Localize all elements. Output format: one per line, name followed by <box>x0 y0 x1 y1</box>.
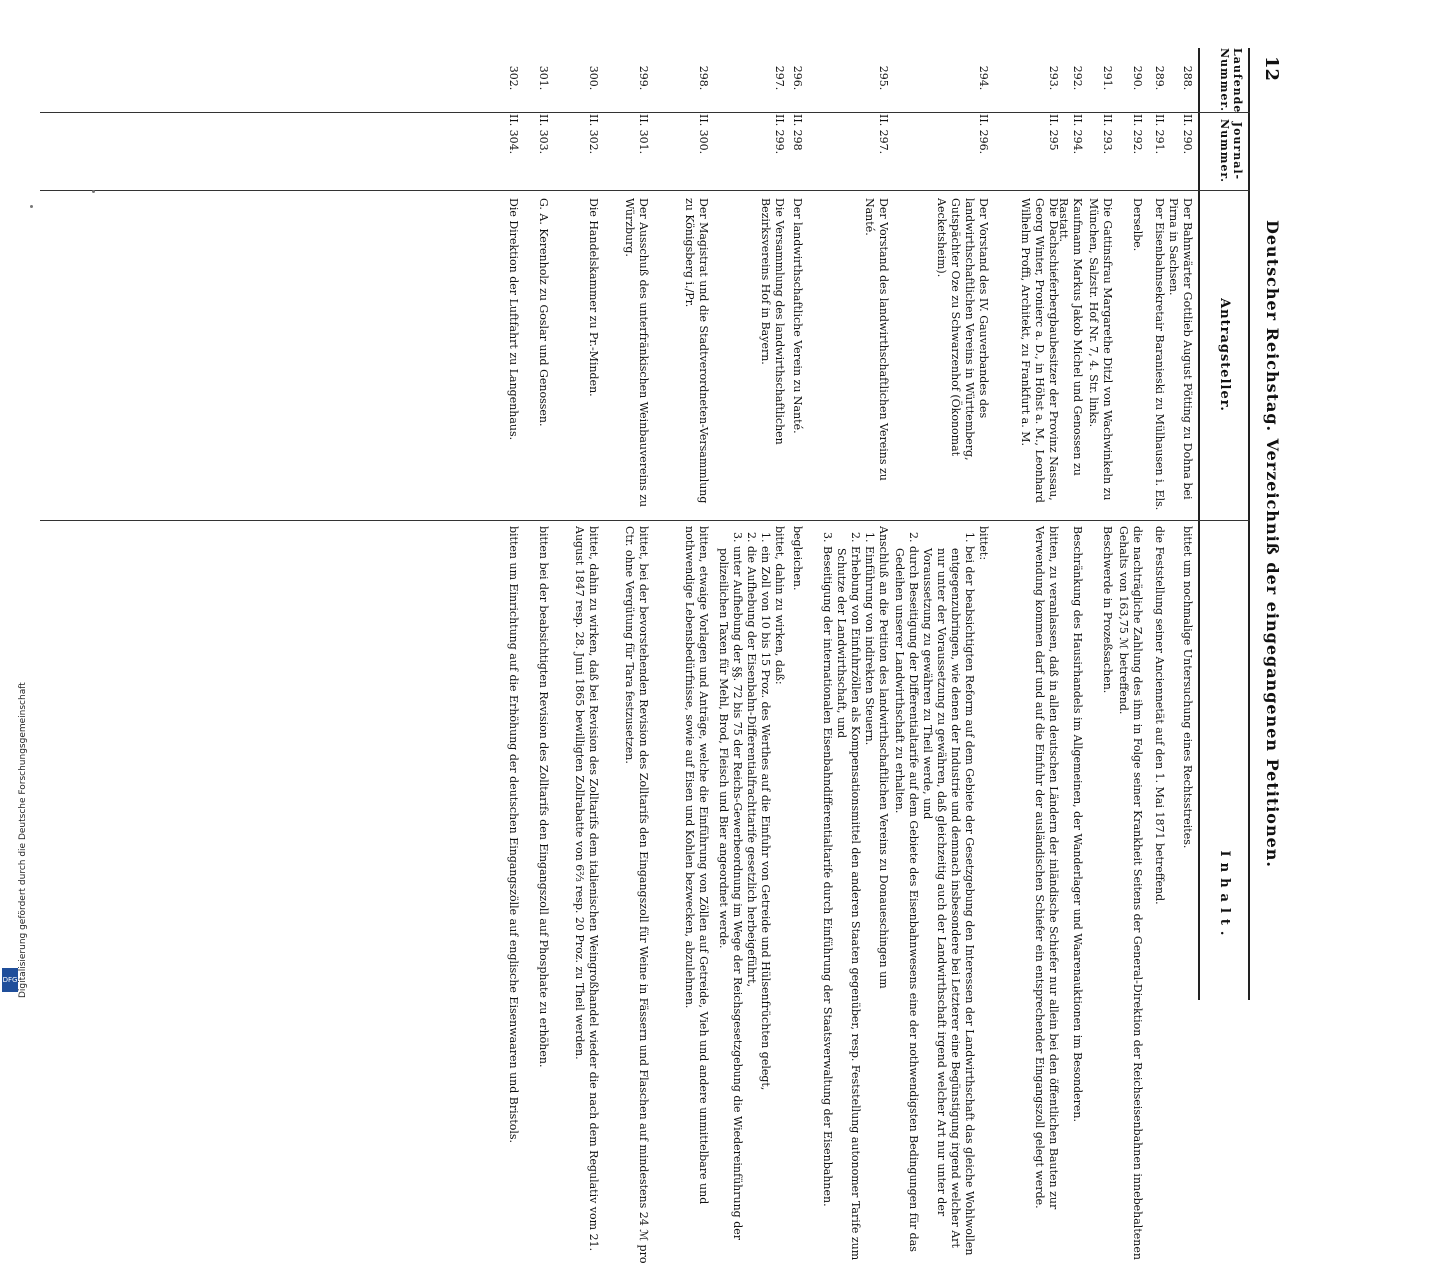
inhalt-line: 1. bei der beabsichtigten Reform auf dem Gebiete der Gesetzgebung den Interessen der Landwirthschaft das gleiche Wohlwollen entgegenzubringen, wie denen der Industrie und demnach insbesondere bei Letzterer eine Begünstigung irgend welcher Art nur unter der Voraussetzung zu gewähren, daß gleichzeitig auch der Landwirthschaft irgend welcher Art nur unter der Voraussetzung zu gewähren zu Theil werde, und <box>921 532 976 1256</box>
journal-nummer: II. 298 <box>791 114 804 151</box>
antragsteller: Die Gattinsfrau Margarethe Ditzl von Wachwinkeln zu München, Salzstr. Hof Nr. 7, 4. Str. links. <box>1087 198 1114 501</box>
inhalt-line: bittet, bei der bevorstehenden Revision des Zolltarifs den Eingangszoll für Weine in Fässern und Flaschen auf mindestens 24 ℳ pro Ctr. ohne Vergütung für Tara festzusetzen. <box>623 526 650 1264</box>
inhalt-line: 1. Einführung von indirekten Steuern. <box>863 532 876 746</box>
antragsteller: Die Handelskammer zu Pr.-Minden. <box>587 198 600 397</box>
journal-nummer: II. 292. <box>1131 114 1144 155</box>
journal-nummer: II. 296. <box>977 114 990 155</box>
inhalt-line: bittet, dahin zu wirken, daß bei Revision des Zolltarifs dem italienischen Weingroßhandel wieder die nach dem Regulativ vom 21. August 1847 resp. 28. Juni 1865 bewilligten Zollrabatte von 6⅔ resp. 20 Proz. zu Theil werden. <box>573 526 600 1252</box>
laufende-nummer: 295. <box>877 65 890 91</box>
antragsteller: Die Direktion der Luftfahrt zu Langenhaus. <box>507 198 520 441</box>
journal-nummer: II. 290. <box>1181 114 1194 155</box>
laufende-nummer: 292. <box>1071 65 1084 91</box>
laufende-nummer: 299. <box>637 65 650 91</box>
antragsteller: Der Vorstand des landwirthschaftlichen Vereins zu Nanté. <box>863 198 890 481</box>
inhalt <box>1180 526 1194 1266</box>
antragsteller: Der Bahnwärter Gottlieb August Pötting zu Dohna bei Pirna in Sachsen. <box>1167 198 1194 500</box>
inhalt <box>1100 526 1114 1266</box>
inhalt <box>716 526 786 1266</box>
inhalt-line: bittet um nochmalige Untersuchung eines Rechtsstreites. <box>1181 526 1194 849</box>
scan-speck <box>92 190 95 193</box>
column-header-journal: Journal-Nummer. <box>1218 119 1244 183</box>
inhalt <box>892 526 990 1266</box>
journal-nummer: II. 294. <box>1071 114 1084 155</box>
inhalt <box>536 526 550 1266</box>
laufende-nummer: 291. <box>1101 65 1114 91</box>
column-divider <box>40 112 1250 113</box>
inhalt-line: Beschränkung des Hausirhandels im Allgemeinen, der Wanderlager und Waarenauktionen im Besonderen. <box>1071 526 1084 1123</box>
inhalt <box>506 526 520 1266</box>
inhalt <box>572 526 600 1266</box>
laufende-nummer: 297. <box>773 65 786 91</box>
inhalt-line: bitten bei der beabsichtigten Revision des Zolltarifs den Eingangszoll auf Phosphate zu erhöhen. <box>537 526 550 1068</box>
laufende-nummer: 298. <box>697 65 710 91</box>
antragsteller: G. A. Kerenholz zu Goslar und Genossen. <box>537 198 550 427</box>
inhalt-line: 1. ein Zoll von 10 bis 15 Proz. des Werthes auf die Einfuhr von Getreide und Hülsenfrüchten gelegt, <box>759 532 772 1091</box>
antragsteller: Die Dachschieferbergbaubesitzer der Provinz Nassau, Georg Winter, Pronierc a. D., in Höhst a. M., Leonhard Wilhelm Proffi, Architekt, zu Frankfurt a. M. <box>1019 198 1060 503</box>
column-divider <box>40 520 1250 521</box>
journal-nummer: II. 303. <box>537 114 550 155</box>
inhalt <box>1032 526 1060 1266</box>
inhalt-line: begleichen. <box>791 526 804 591</box>
column-header-antragsteller: Antragsteller. <box>1217 298 1232 412</box>
page-title: Deutscher Reichstag. Verzeichniß der eingegangenen Petitionen. <box>1263 220 1282 868</box>
laufende-nummer: 301. <box>537 65 550 91</box>
journal-nummer: II. 301. <box>637 114 650 155</box>
inhalt-line: 3. unter Aufhebung der §§. 72 bis 75 der Reichs-Gewerbeordnung im Wege der Reichsgesetzgebung die Wiedereinführung der polizeilichen Taxen für Mehl, Brod, Fleisch und Bier angeordnet werde. <box>717 532 744 1241</box>
inhalt-line: Anschluß an die Petition des landwirthschaftlichen Vereins zu Donaueschingen um <box>877 526 890 989</box>
digitization-credit <box>6 610 28 1000</box>
inhalt-line: 3. Beseitigung der internationalen Eisenbahndifferentialtarife durch Einführung der Staatsverwaltung der Eisenbahnen. <box>821 532 834 1207</box>
column-divider <box>40 190 1250 191</box>
inhalt <box>790 526 804 1266</box>
inhalt <box>682 526 710 1266</box>
inhalt-line: 2. Erhebung von Einfuhrzöllen als Kompensationsmittel den anderen Staaten gegenüber, resp. Feststellung autonomer Tarife zum Schutze der Landwirthschaft, und <box>835 532 862 1261</box>
journal-nummer: II. 295 <box>1047 114 1060 151</box>
column-header-laufende: Laufende Nummer. <box>1218 48 1244 114</box>
antragsteller: Der Ausschuß des unterfränkischen Weinbauvereins zu Würzburg. <box>623 198 650 508</box>
inhalt-line: die nachträgliche Zahlung des ihm in Folge seiner Krankheit Seitens der General-Direktion der Reichseisenbahnen innebehaltenen Gehalts von 163,75 ℳ betreffend. <box>1117 526 1144 1260</box>
antragsteller: Derselbe. <box>1131 198 1144 252</box>
inhalt-line: bitten, etwaige Vorlagen und Anträge, welche die Einführung von Zöllen auf Getreide, Vieh und andere unmittelbare und nothwendige Lebensbedürfnisse, sowie auf Eisen und Kohlen bezwecken, abzulehnen. <box>683 526 710 1205</box>
antragsteller: Der Vorstand des IV. Gauverbandes des landwirthschaftlichen Vereins in Württemberg, Gutspächter Oze zu Schwarzenhof (Ökonomat Aecketsheim). <box>935 198 990 461</box>
laufende-nummer: 290. <box>1131 65 1144 91</box>
journal-nummer: II. 291. <box>1153 114 1166 155</box>
antragsteller: Der landwirthschaftliche Verein zu Nanté. <box>791 198 804 434</box>
credit-text: Digitalisierung gefördert durch die Deutsche Forschungsgemeinschaft <box>18 682 28 998</box>
journal-nummer: II. 293. <box>1101 114 1114 155</box>
inhalt-line: Beschwerde in Prozeßsachen. <box>1101 526 1114 694</box>
inhalt <box>622 526 650 1266</box>
scan-speck <box>30 205 33 208</box>
inhalt-line: 2. die Aufhebung der Eisenbahn-Differentialfrachttarife gesetzlich herbeigeführt, <box>745 532 758 988</box>
antragsteller: Der Eisenbahnsekretair Baranieski zu Mülhausen i. Els. <box>1153 198 1166 511</box>
journal-nummer: II. 300. <box>697 114 710 155</box>
inhalt <box>1116 526 1144 1266</box>
inhalt-line: bitten, zu veranlassen, daß in allen deutschen Ländern der inländische Schiefer nur allein bei den öffentlichen Bauten zur Verwendung kommen darf und auf die Einfuhr der ausländischen Schiefer ein entsprechender Eingangszoll gelegt werde. <box>1033 526 1060 1210</box>
dfg-logo-icon: DFG <box>2 968 18 992</box>
antragsteller: Kaufmann Markus Jakob Michel und Genossen zu Rastatt. <box>1057 198 1084 476</box>
laufende-nummer: 294. <box>977 65 990 91</box>
laufende-nummer: 289. <box>1153 65 1166 91</box>
laufende-nummer: 293. <box>1047 65 1060 91</box>
journal-nummer: II. 302. <box>587 114 600 155</box>
column-header-inhalt: Inhalt. <box>1217 850 1232 942</box>
laufende-nummer: 302. <box>507 65 520 91</box>
antragsteller: Der Magistrat und die Stadtverordneten-Versammlung zu Königsberg i./Pr. <box>683 198 710 504</box>
page-number: 12 <box>1261 56 1282 82</box>
journal-nummer: II. 297. <box>877 114 890 155</box>
laufende-nummer: 296. <box>791 65 804 91</box>
document-page <box>40 40 1290 1264</box>
inhalt-line: 2. durch Beseitigung der Differentialtarife auf dem Gebiete des Eisenbahnwesens eine der nothwendigsten Bedingungen für das Gedeihen unserer Landwirthschaft zu erhalten. <box>893 532 920 1252</box>
laufende-nummer: 288. <box>1181 65 1194 91</box>
inhalt <box>1070 526 1084 1266</box>
inhalt-line: die Feststellung seiner Anciennetät auf den 1. Mai 1871 betreffend. <box>1153 526 1166 905</box>
journal-nummer: II. 299. <box>773 114 786 155</box>
laufende-nummer: 300. <box>587 65 600 91</box>
inhalt-line: bittet, dahin zu wirken, daß: <box>773 526 786 685</box>
inhalt-line: bittet: <box>977 526 990 561</box>
inhalt <box>820 526 890 1266</box>
inhalt <box>1152 526 1166 1266</box>
antragsteller: Die Versammlung des landwirthschaftlichen Bezirksvereins Hof in Bayern. <box>759 198 786 445</box>
inhalt-line: bitten um Einrichtung auf die Erhöhung der deutschen Eingangszölle auf englische Eisenwaaren und Bristols. <box>507 526 520 1144</box>
journal-nummer: II. 304. <box>507 114 520 155</box>
